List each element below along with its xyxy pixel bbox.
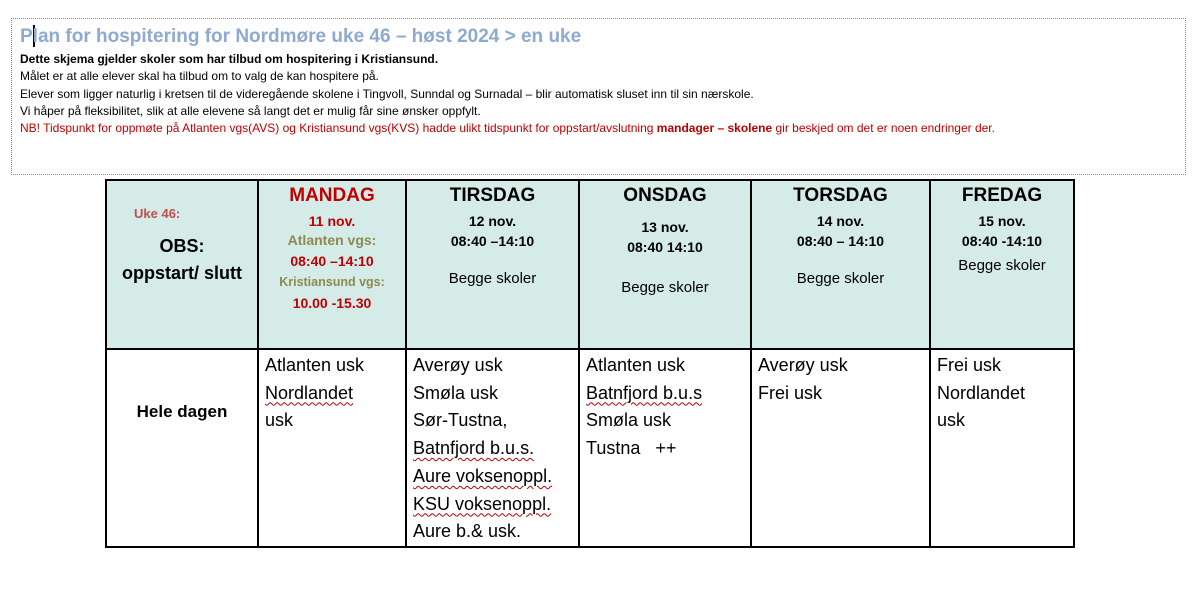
obs-line: oppstart/ slutt — [122, 263, 242, 283]
day-time: 10.00 -15.30 — [292, 295, 372, 311]
day-name: FREDAG — [961, 185, 1043, 206]
day-name: TORSDAG — [793, 185, 888, 206]
week-label: Uke 46: — [134, 206, 181, 221]
header-row — [106, 180, 1074, 349]
intro-line: Vi håper på fleksibilitet, slik at alle elevene så langt det er mulig får sine ønsker oppfylt. — [20, 103, 481, 118]
school-item — [413, 491, 578, 519]
obs-label — [107, 233, 257, 287]
school-item-text: Aure voksenoppl. — [413, 465, 553, 486]
day-name: ONSDAG — [623, 185, 707, 206]
intro-line: Målet er at alle elever skal ha tilbud om to valg de kan hospitere på. — [20, 69, 379, 84]
day-name: MANDAG — [289, 185, 375, 206]
school-item: usk — [265, 410, 294, 431]
school-list — [752, 350, 929, 407]
day-name: TIRSDAG — [449, 185, 536, 206]
school-item: Aure b.& usk. — [413, 521, 522, 542]
day-date: 11 nov. — [308, 213, 356, 229]
schools-row — [106, 349, 1074, 547]
schools-cell-torsdag — [751, 349, 930, 547]
row-label: Hele dagen — [136, 402, 228, 421]
note-text: NB! Tidspunkt for oppmøte på Atlanten vgs(AVS) og Kristiansund vgs(KVS) hadde ulikt tidspunkt for oppstart/avslutning — [20, 121, 657, 136]
school-item — [586, 380, 750, 408]
school-item-text: Nordlandet — [265, 382, 354, 403]
note-text-end: gir beskjed om det er noen endringer der. — [772, 121, 995, 136]
day-header-mandag — [258, 180, 406, 349]
school-item: Tustna ++ — [586, 438, 677, 459]
schools-cell-fredag — [930, 349, 1074, 547]
school-item: Nordlandet — [937, 382, 1026, 403]
day-time: 08:40 –14:10 — [290, 253, 374, 269]
school-item: Atlanten usk — [265, 355, 365, 375]
school-item: usk — [937, 410, 966, 431]
school-item: Frei usk — [758, 382, 823, 403]
school-item: Averøy usk — [413, 355, 503, 375]
school-item-text: Batnfjord b.u.s. — [413, 438, 535, 459]
school-list — [931, 350, 1073, 435]
obs-line: OBS: — [159, 236, 205, 256]
schedule-table — [105, 179, 1075, 548]
school-item: Sør-Tustna, — [413, 410, 508, 431]
school-item: Atlanten usk — [586, 355, 686, 375]
day-date: 14 nov. — [816, 213, 865, 229]
schools-cell-onsdag — [579, 349, 751, 547]
schools-cell-mandag — [258, 349, 406, 547]
page-title: Plan for hospitering for Nordmøre uke 46 – høst 2024 > en uke — [20, 26, 582, 47]
day-header-torsdag — [751, 180, 930, 349]
day-note: Begge skoler — [448, 270, 537, 287]
intro-line: Elever som ligger naturlig i kretsen til de videregående skolene i Tingvoll, Sunndal og Surnadal – blir automatisk sluset inn til sin nærskole. — [20, 86, 754, 101]
day-note: Begge skoler — [958, 257, 1046, 274]
day-time: 08:40 – 14:10 — [796, 233, 885, 249]
day-date: 12 nov. — [468, 213, 517, 229]
school-item-text: KSU voksenoppl. — [413, 493, 552, 514]
intro-text — [20, 51, 1180, 137]
school-item: Smøla usk — [586, 410, 672, 431]
intro-bold-line: Dette skjema gjelder skoler som har tilbud om hospitering i Kristiansund. — [20, 52, 439, 66]
day-header-tirsdag — [406, 180, 579, 349]
corner-cell — [106, 180, 258, 349]
school-list — [259, 350, 405, 435]
row-label-cell — [106, 349, 258, 547]
school-list — [580, 350, 750, 463]
school-label: Atlanten vgs: — [287, 232, 377, 248]
schools-cell-tirsdag — [406, 349, 579, 547]
school-label: Kristiansund vgs: — [279, 275, 385, 289]
day-date: 15 nov. — [978, 213, 1026, 229]
school-item: Smøla usk — [413, 382, 499, 403]
day-header-onsdag — [579, 180, 751, 349]
day-header-fredag — [930, 180, 1074, 349]
school-item-text: Batnfjord b.u.s — [586, 382, 703, 403]
school-list — [407, 350, 578, 546]
note-line — [20, 120, 1180, 137]
school-item — [413, 435, 578, 463]
day-time: 08:40 –14:10 — [450, 233, 535, 249]
school-item — [413, 463, 578, 491]
day-time: 08:40 14:10 — [627, 239, 703, 255]
day-date: 13 nov. — [641, 219, 689, 235]
note-bold-text: mandager – skolene — [656, 121, 773, 136]
day-time: 08:40 -14:10 — [961, 233, 1043, 249]
school-item: Averøy usk — [758, 355, 848, 375]
school-item — [265, 380, 405, 408]
school-item: Frei usk — [937, 355, 1002, 375]
day-note: Begge skoler — [621, 279, 709, 296]
day-note: Begge skoler — [796, 270, 885, 287]
